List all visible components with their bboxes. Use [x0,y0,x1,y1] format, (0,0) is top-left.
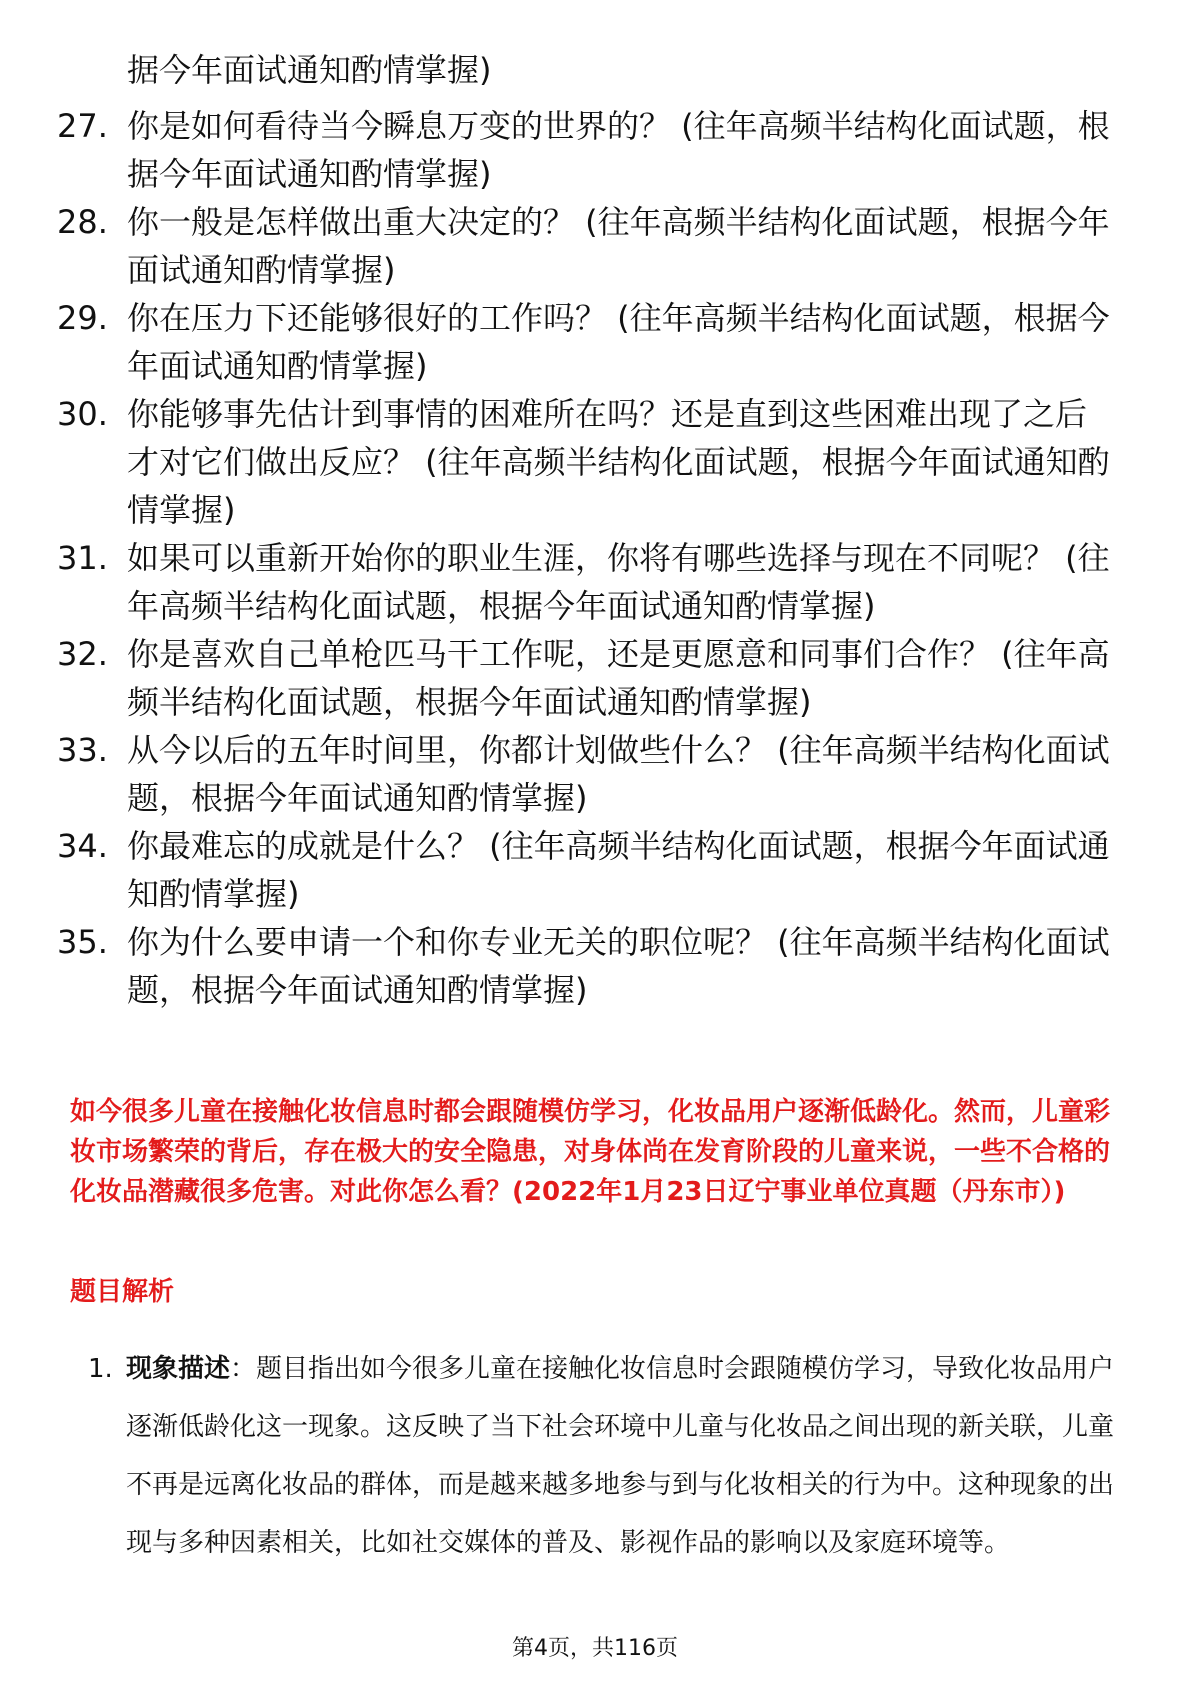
question-number: 35. [57,923,108,961]
question-continuation: 据今年面试通知酌情掌握) [127,51,492,89]
question-number: 29. [57,299,108,337]
question-number: 27. [57,107,108,145]
question-text: 你在压力下还能够很好的工作吗？ (往年高频半结构化面试题，根据今年面试通知酌情掌握) [127,299,1110,385]
section-title: 题目解析 [70,1277,175,1307]
question-number: 28. [57,203,108,241]
question-number: 31. [57,539,108,577]
question-text: 你是喜欢自己单枪匹马干工作呢，还是更愿意和同事们合作？ (往年高频半结构化面试题，根据今年面试通知酌情掌握) [127,635,1110,721]
question-number: 32. [57,635,108,673]
question-text: 你能够事先估计到事情的困难所在吗？还是直到这些困难出现了之后才对它们做出反应？ (往年高频半结构化面试题，根据今年面试通知酌情掌握) [127,395,1110,529]
question-text: 你是如何看待当今瞬息万变的世界的？ (往年高频半结构化面试题，根据今年面试通知酌情掌握) [127,107,1110,193]
analysis-label: 现象描述 [126,1354,231,1384]
question-text: 你为什么要申请一个和你专业无关的职位呢？ (往年高频半结构化面试题，根据今年面试通知酌情掌握) [127,923,1110,1009]
analysis-number: 1. [88,1354,113,1384]
question-text: 从今以后的五年时间里，你都计划做些什么？ (往年高频半结构化面试题，根据今年面试通知酌情掌握) [127,731,1110,817]
question-number: 33. [57,731,108,769]
analysis-text: ：题目指出如今很多儿童在接触化妆信息时会跟随模仿学习，导致化妆品用户逐渐低龄化这一现象。这反映了当下社会环境中儿童与化妆品之间出现的新关联，儿童不再是远离化妆品的群体，而是越来越多地参与到与化妆相关的行为中。这种现象的出现与多种因素相关，比如社交媒体的普及、影视作品的影响以及家庭环境等。 [126,1354,1115,1558]
question-number: 34. [57,827,108,865]
analysis-paragraph [126,1340,1126,1572]
question-number: 30. [57,395,108,433]
highlight-question: 如今很多儿童在接触化妆信息时都会跟随模仿学习，化妆品用户逐渐低龄化。然而，儿童彩妆市场繁荣的背后，存在极大的安全隐患，对身体尚在发育阶段的儿童来说，一些不合格的化妆品潜藏很多危害。对此你怎么看？(2022年1月23日辽宁事业单位真题（丹东市）) [70,1097,1111,1207]
question-text: 你最难忘的成就是什么？ (往年高频半结构化面试题，根据今年面试通知酌情掌握) [127,827,1110,913]
question-text: 如果可以重新开始你的职业生涯，你将有哪些选择与现在不同呢？ (往年高频半结构化面试题，根据今年面试通知酌情掌握) [127,539,1110,625]
page-footer: 第4页，共116页 [512,1636,678,1661]
question-text: 你一般是怎样做出重大决定的？ (往年高频半结构化面试题，根据今年面试通知酌情掌握) [127,203,1110,289]
